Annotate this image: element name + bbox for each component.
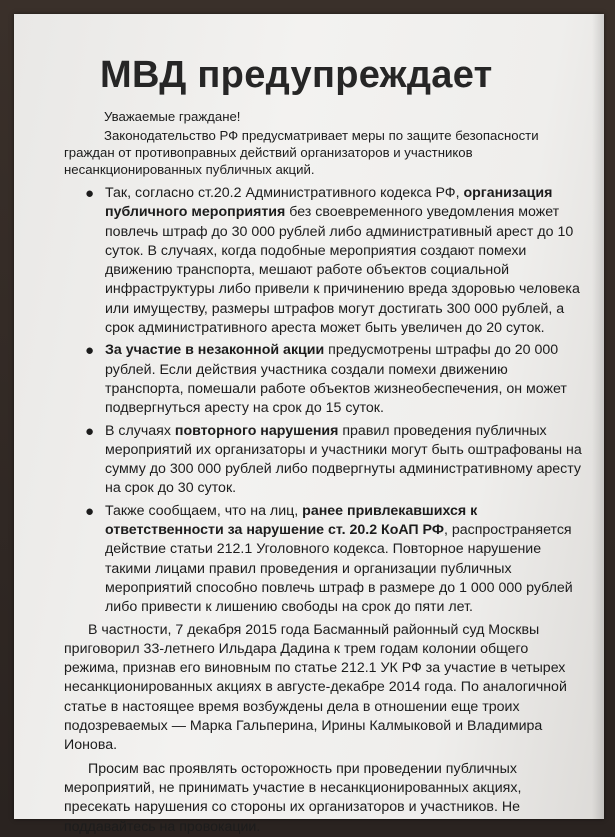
list-item-text: без своевременного уведомления может повлечь штраф до 30 000 рублей либо административный арест до 10 суток. В случаях, когда подобные мероприятия создают помехи движению транспорта, мешают работе объектов социальной инфраструктуры либо привели к причинению вреда здоровью человека или имуществу, размеры штрафов могут достигать 300 000 рублей, а срок административного ареста может быть увеличен до 20 суток.	[105, 204, 580, 337]
bullet-icon: ●	[85, 502, 95, 520]
closing-paragraph: Просим вас проявлять осторожность при проведении публичных мероприятий, не принимать участие в несанкционированных акциях, пресекать нарушения со стороны их организаторов и участников. Не поддавайтесь на провокации.	[64, 760, 522, 835]
notice-body	[64, 108, 584, 837]
bullet-icon: ●	[85, 342, 95, 360]
greeting: Уважаемые граждане!	[104, 109, 241, 124]
intro-paragraph: Законодательство РФ предусматривает меры по защите безопасности граждан от противоправных действий организаторов и участников несанкционированных публичных акций.	[64, 128, 539, 177]
list-item-emphasis: ранее привлекавшихся к ответственности за нарушение ст. 20.2 КоАП РФ	[105, 502, 478, 539]
list-item	[64, 502, 584, 618]
list-item-emphasis: организация публичного мероприятия	[105, 185, 553, 221]
list-item	[64, 422, 584, 499]
list-item	[64, 341, 584, 418]
list-item	[64, 184, 584, 338]
bullet-icon: ●	[85, 422, 95, 440]
list-item-text: , распространяется действие статьи 212.1 Уголовного кодекса. Повторное нарушение такими лицами правил проведения и организации публичных мероприятий способно повлечь штраф в размере до 1 000 000 рублей либо привести к лишению свободы на срок до пяти лет.	[105, 522, 573, 616]
notice-sheet	[14, 14, 604, 835]
penalty-list	[64, 184, 584, 618]
case-paragraph: В частности, 7 декабря 2015 года Басманный районный суд Москвы приговорил 33-летнего Ильдара Дадина к трем годам колонии общего режима, признав его виновным по статье 212.1 УК РФ за участие в четырех несанкционированных акциях в августе-декабре 2014 года. По аналогичной статье в настоящее время возбуждены дела в отношении еще троих подозреваемых — Марка Гальперина, Ирины Калмыковой и Владимира Ионова.	[64, 621, 567, 754]
list-item-text: предусмотрены штрафы до 20 000 рублей. Если действия участника создали помехи движению транспорта, помешали работе объектов жизнеобеспечения, он может подвергнуться аресту на срок до 15 суток.	[105, 342, 567, 417]
list-item-text: Также сообщаем, что на лиц,	[105, 502, 303, 519]
bullet-icon: ●	[85, 185, 95, 202]
notice-title: МВД предупреждает	[100, 54, 493, 96]
intro-block	[64, 108, 584, 178]
paper-shadow-edge	[592, 14, 604, 819]
list-item-emphasis: За участие в незаконной акции	[105, 342, 325, 359]
list-item-text: В случаях	[105, 422, 175, 439]
list-item-text: Так, согласно ст.20.2 Административного кодекса РФ,	[105, 185, 464, 201]
list-item-text: правил проведения публичных мероприятий их организаторы и участники могут быть оштрафованы на сумму до 300 000 рублей либо подвергнуты административному аресту на срок до 30 суток.	[105, 422, 582, 497]
list-item-emphasis: повторного нарушения	[174, 422, 339, 439]
